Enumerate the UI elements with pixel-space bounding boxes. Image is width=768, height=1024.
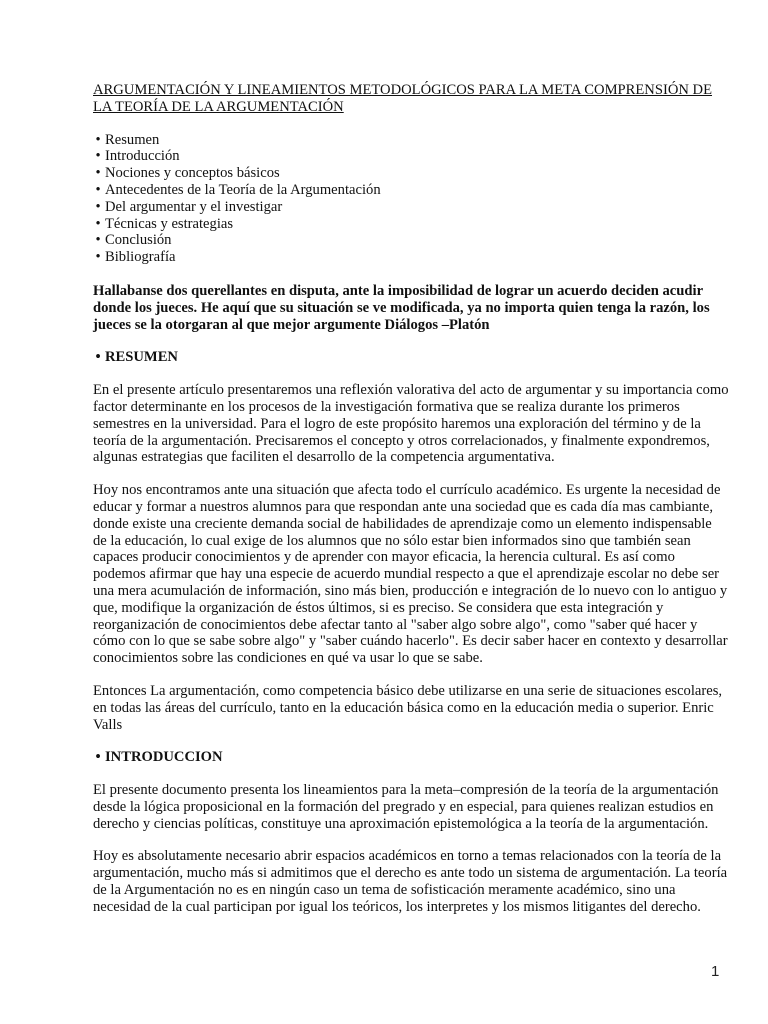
section-heading-label: RESUMEN — [105, 349, 178, 366]
document-body — [93, 82, 729, 932]
toc-item-label: Introducción — [105, 148, 180, 165]
introduccion-paragraph: Hoy es absolutamente necesario abrir espacios académicos en torno a temas relacionados con la teoría de la argumentación, mucho más si admitimos que el derecho es ante todo un sistema de argumentación. La teoría de la Argumentación no es en ningún caso un tema de sofisticación meramente académico, sino una necesidad de la cual participan por igual los teóricos, los interpretes y los mismos litigantes del derecho. — [93, 848, 728, 915]
bullet-icon: • — [95, 148, 101, 165]
resumen-paragraph: Entonces La argumentación, como competencia básico debe utilizarse en una serie de situaciones escolares, en todas las áreas del currículo, tanto en la educación básica como en la educación media o superior. Enric Valls — [93, 682, 723, 733]
bullet-icon: • — [95, 249, 101, 266]
toc-item — [93, 232, 729, 249]
page-number: 1 — [711, 963, 720, 980]
toc-item — [93, 216, 729, 233]
toc-item-label: Del argumentar y el investigar — [105, 198, 283, 215]
toc-item — [93, 182, 729, 199]
toc-item-label: Resumen — [105, 131, 160, 148]
toc-item — [93, 148, 729, 165]
bullet-icon: • — [95, 349, 101, 366]
toc-item — [93, 249, 729, 266]
epigraph-quote: Hallabanse dos querellantes en disputa, ante la imposibilidad de lograr un acuerdo deciden acudir donde los jueces. He aquí que su situación se ve modificada, ya no importa quien tenga la razón, los jueces se la otorgaran al que mejor argumente Diálogos –Platón — [93, 282, 710, 333]
bullet-icon: • — [95, 165, 101, 182]
section-heading-introduccion — [93, 749, 729, 766]
toc-item-label: Técnicas y estrategias — [105, 215, 234, 232]
bullet-icon: • — [95, 215, 101, 232]
table-of-contents — [93, 132, 729, 266]
resumen-paragraph: En el presente artículo presentaremos una reflexión valorativa del acto de argumentar y su importancia como factor determinante en los procesos de la investigación formativa que se realiza durante los primeros semestres en la universidad. Para el logro de este propósito haremos una exploración del término y de la teoría de la argumentación. Precisaremos el concepto y otros correlacionados, y finalmente expondremos, algunas estrategias que faciliten el desarrollo de la competencia argumentativa. — [93, 382, 729, 466]
bullet-icon: • — [95, 232, 101, 249]
toc-item-label: Antecedentes de la Teoría de la Argumentación — [105, 181, 381, 198]
bullet-icon: • — [95, 198, 101, 215]
bullet-icon: • — [95, 181, 101, 198]
toc-item-label: Bibliografía — [105, 249, 176, 266]
toc-item — [93, 165, 729, 182]
bullet-icon: • — [95, 749, 101, 766]
toc-item — [93, 199, 729, 216]
section-heading-label: INTRODUCCION — [105, 749, 223, 766]
toc-item-label: Nociones y conceptos básicos — [105, 165, 280, 182]
toc-item — [93, 132, 729, 149]
section-heading-resumen — [93, 349, 729, 366]
document-title: ARGUMENTACIÓN Y LINEAMIENTOS METODOLÓGICOS PARA LA META COMPRENSIÓN DE LA TEORÍA DE LA ARGUMENTACIÓN — [93, 82, 713, 115]
resumen-paragraph: Hoy nos encontramos ante una situación que afecta todo el currículo académico. Es urgente la necesidad de educar y formar a nuestros alumnos para que respondan ante una sociedad que es cada día mas cambiante, donde existe una creciente demanda social de habilidades de aprendizaje como un elemento indispensable de la educación, lo cual exige de los alumnos que no sólo estar bien informados sino que también sean capaces producir conocimientos y de aprender con mayor eficacia, la herencia cultural. Es así como podemos afirmar que hay una especie de acuerdo mundial respecto a que el aprendizaje escolar no debe ser una mera acumulación de información, sino más bien, producción e integración de lo nuevo con lo antiguo y que, modifique la organización de éstos últimos, si es preciso. Se considera que esta integración y reorganización de conocimientos debe afectar tanto al "saber algo sobre algo", como "saber qué hacer y cómo con lo que se sabe sobre algo" y "saber cuándo hacerlo". Es decir saber hacer en contexto y desarrollar conocimientos sobre las condiciones en qué va usar lo que se sabe. — [93, 482, 728, 667]
introduccion-paragraph: El presente documento presenta los lineamientos para la meta–compresión de la teoría de la argumentación desde la lógica proposicional en la formación del pregrado y en especial, para quienes realizan estudios en derecho y ciencias políticas, constituye una aproximación epistemológica a la teoría de la argumentación. — [93, 782, 719, 832]
bullet-icon: • — [95, 131, 101, 148]
toc-item-label: Conclusión — [105, 232, 172, 249]
